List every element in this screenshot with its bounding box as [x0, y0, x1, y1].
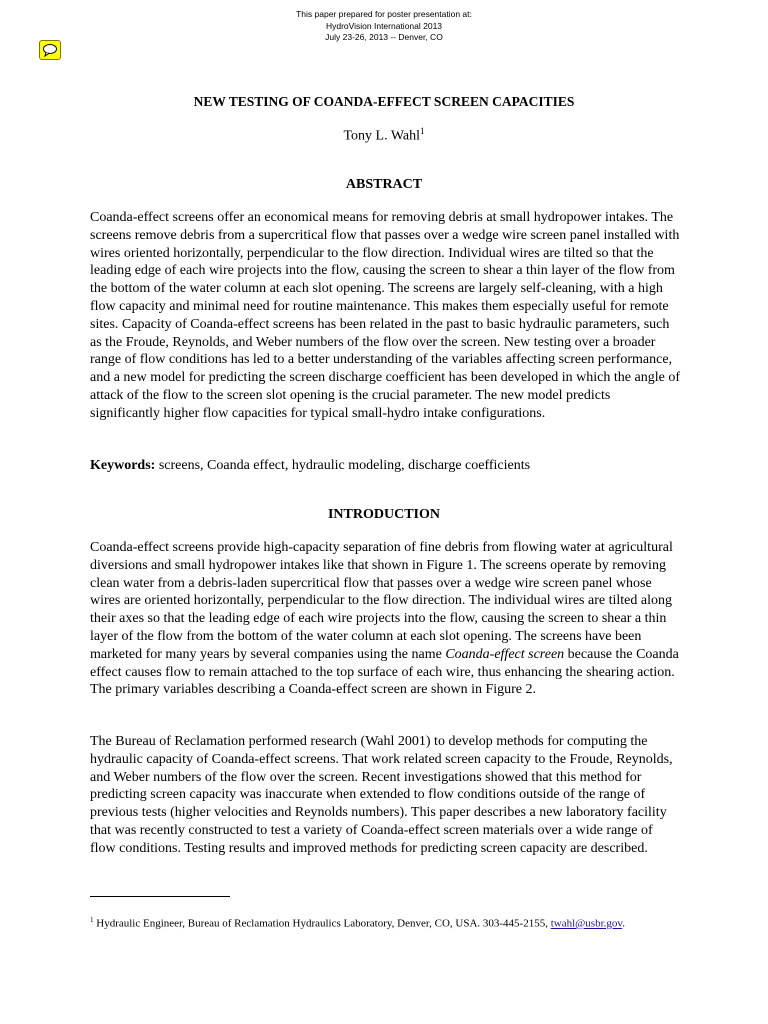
intro-p1-text-b: because the Coanda effect causes flow to remain attached to the top surface of each wire, thus enhancing the shearing action. The primary variables describing a Coanda-effect screen are shown in Figure 2.	[90, 646, 679, 698]
keywords-text: screens, Coanda effect, hydraulic modeling, discharge coefficients	[158, 458, 531, 473]
footnote	[90, 916, 625, 930]
header-line-2: HydroVision International 2013	[325, 20, 443, 31]
abstract-heading: ABSTRACT	[345, 177, 423, 192]
footnote-divider	[90, 896, 230, 897]
footnote-text: Hydraulic Engineer, Bureau of Reclamation Hydraulics Laboratory, Denver, CO, USA. 303-445-2155,	[93, 917, 551, 930]
introduction-heading: INTRODUCTION	[327, 507, 440, 522]
comment-note-icon[interactable]	[39, 40, 61, 60]
author-footnote-mark: 1	[420, 126, 425, 136]
email-link[interactable]: twahl@usbr.gov	[550, 917, 623, 930]
introduction-paragraph-1	[90, 539, 680, 699]
conference-header	[0, 9, 768, 44]
keywords-label: Keywords:	[90, 458, 156, 473]
abstract-text: Coanda-effect screens offer an economical means for removing debris at small hydropower intakes. The screens remove debris from a supercritical flow that passes over a wedge wire screen panel installed with wires oriented horizontally, perpendicular to the flow direction. Individual wires are tilted so that the leading edge of each wire projects into the flow, causing the screen to shear a thin layer of the flow from the bottom of the water column at each slot opening. The screens are largely self-cleaning, with a high flow capacity and minimal need for routine maintenance. This makes them especially useful for remote sites. Capacity of Coanda-effect screens has been related in the past to basic hydraulic parameters, such as the Froude, Reynolds, and Weber numbers of the flow over the screen. New testing over a broader range of flow conditions has led to a better understanding of the variables affecting screen performance, and a new model for predicting the screen discharge coefficient has been developed in which the angle of attack of the flow to the screen slot opening is the crucial parameter. The new model predicts significantly higher flow capacities for typical small-hydro intake configurations.	[90, 210, 680, 421]
footnote-mark: 1	[90, 916, 94, 924]
intro-p1-text-a: Coanda-effect screens provide high-capacity separation of fine debris from flowing water at agricultural diversions and small hydropower intakes like that shown in Figure 1. The screens operate by removing clean water from a debris-laden supercritical flow that passes over a wedge wire screen panel whose wires are oriented horizontally, perpendicular to the flow direction. The individual wires are tilted along their axes so that the leading edge of each wire projects into the flow, causing the screen to shear a thin layer of the flow from the bottom of the water column at each slot opening. The screens have been marketed for many years by several companies using the name	[90, 540, 673, 662]
author-name: Tony L. Wahl	[343, 128, 421, 144]
header-line-3: July 23-26, 2013 -- Denver, CO	[325, 32, 443, 42]
header-line-1: This paper prepared for poster presentation at:	[296, 9, 472, 19]
author-line	[0, 126, 768, 145]
keywords-line	[90, 457, 680, 475]
introduction-paragraph-2: The Bureau of Reclamation performed research (Wahl 2001) to develop methods for computing the hydraulic capacity of Coanda-effect screens. That work related screen capacity to the Froude, Reynolds, and Weber numbers of the flow over the screen. Recent investigations showed that this method for predicting screen capacity was inaccurate when extended to flow conditions outside of the range of previous tests (higher velocities and Reynolds numbers). This paper describes a new laboratory facility that was recently constructed to test a variety of Coanda-effect screen materials over a wide range of flow conditions. Testing results and improved methods for predicting screen capacity are described.	[90, 734, 673, 856]
footnote-end: .	[622, 917, 625, 930]
paper-title: NEW TESTING OF COANDA-EFFECT SCREEN CAPACITIES	[193, 94, 575, 109]
intro-p1-italic-term: Coanda-effect screen	[445, 646, 565, 662]
speech-bubble-icon	[42, 43, 58, 57]
